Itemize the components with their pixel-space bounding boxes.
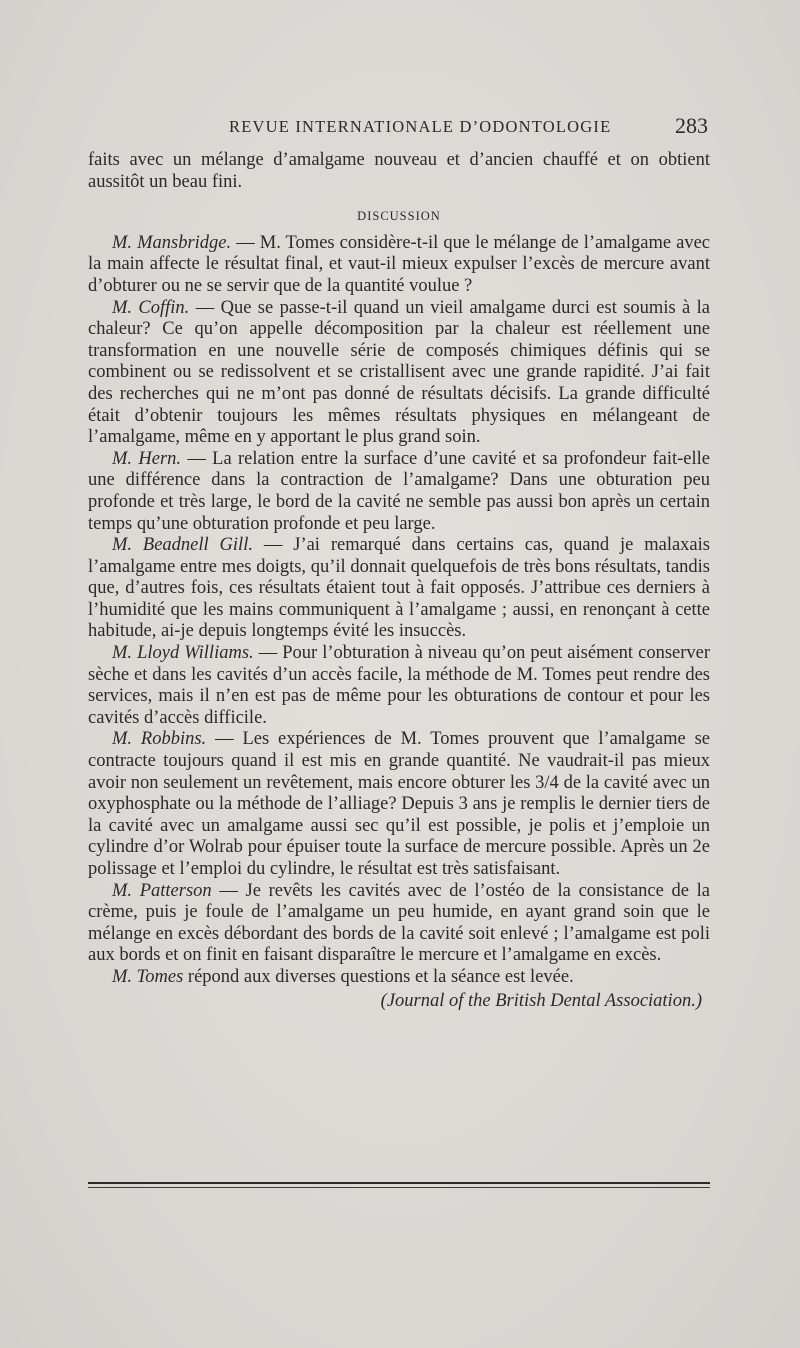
discussion-paragraph	[88, 967, 710, 989]
paragraph-text: — Les expériences de M. Tomes prouvent que l’amalgame se contracte toujours quand il est mis en grande quantité. Ne vaudrait-il pas mieux avoir non seulement un revêtement, mais encore obturer les 3/4 de la cavité avec un oxyphosphate ou la méthode de l’alliage? Depuis 3 ans je remplis le dernier tiers de la cavité avec un amalgame aussi sec qu’il est possible, je polis et j’emploie un cylindre d’or Wolrab pour épuiser toute la surface de mercure possible. Après un 2e polissage et l’emploi du cylindre, le résultat est très satisfaisant.	[88, 729, 710, 879]
speaker-name: M. Robbins.	[112, 729, 207, 750]
page-header	[0, 113, 800, 141]
page-number: 283	[675, 113, 708, 138]
paragraph-text: répond aux diverses questions et la séance est levée.	[183, 966, 574, 987]
end-rule-thin	[88, 1187, 710, 1188]
end-rule-thick	[88, 1182, 710, 1184]
speaker-name: M. Patterson	[112, 880, 212, 901]
discussion-paragraph	[88, 729, 710, 880]
discussion-paragraph	[88, 643, 710, 729]
speaker-name: M. Lloyd Williams.	[112, 643, 254, 664]
speaker-name: M. Coffin.	[112, 297, 190, 318]
paragraph-text: — Je revêts les cavités avec de l’ostéo de la consistance de la crème, puis je foule de l’amalgame un peu humide, en ayant grand soin que le mélange en excès débordant des bords de la cavité soit enlevé ; l’amalgame est poli aux bords et on finit en faisant disparaître le mercure et l’amalgame en excès.	[88, 880, 710, 966]
intro-paragraph: faits avec un mélange d’amalgame nouveau et d’ancien chauffé et on obtient aussitôt un beau fini.	[88, 150, 710, 192]
paragraph-text: — M. Tomes considère-t-il que le mélange de l’amalgame avec la main affecte le résultat final, et vaut-il mieux expulser l’excès de mercure avant d’obturer ou ne se servir que de la quantité voulue ?	[88, 232, 711, 296]
discussion-paragraph	[88, 298, 710, 449]
discussion-paragraph	[88, 881, 710, 967]
speaker-name: M. Beadnell Gill.	[112, 535, 253, 556]
running-title: REVUE INTERNATIONALE D’ODONTOLOGIE	[229, 117, 612, 136]
source-citation: (Journal of the British Dental Association.)	[380, 990, 702, 1011]
discussion-paragraph	[88, 535, 710, 643]
discussion-paragraph	[88, 233, 710, 298]
speaker-name: M. Hern.	[112, 448, 182, 469]
article-body	[88, 150, 710, 1012]
paragraph-text: — Que se passe-t-il quand un vieil amalgame durci est soumis à la chaleur? Ce qu’on appelle décomposition par la chaleur est réellement une transformation en une nouvelle série de composés chimiques définis qui se combinent ou se redissolvent et se cristallisent avec une grande rapidité. J’ai fait des recherches qui ne m’ont pas donné de résultats décisifs. La grande difficulté était d’obtenir toujours les mêmes résultats physiques en mélangeant de l’amalgame, même en y apportant le plus grand soin.	[88, 297, 710, 448]
speaker-name: M. Tomes	[112, 966, 184, 987]
paragraph-text: — La relation entre la surface d’une cavité et sa profondeur fait-elle une différence dans la contraction de l’amalgame? Dans une obturation peu profonde et très large, le bord de la cavité ne semble pas aussi bon après un certain temps qu’une obturation profonde et peu large.	[88, 448, 710, 534]
paragraph-text: — Pour l’obturation à niveau qu’on peut aisément conserver sèche et dans les cavités d’un accès facile, la méthode de M. Tomes peut rendre des services, mais il n’en est pas de même pour les obturations de contour et pour les cavités d’accès difficile.	[88, 643, 711, 728]
section-heading: DISCUSSION	[357, 209, 441, 224]
speaker-name: M. Mansbridge.	[112, 232, 232, 253]
discussion-paragraph	[88, 449, 710, 535]
paragraph-text: — J’ai remarqué dans certains cas, quand je malaxais l’amalgame entre mes doigts, qu’il donnait quelquefois de très bons résultats, tandis que, d’autres fois, ces résultats étaient tout à fait opposés. J’attribue ces derniers à l’humidité que les mains communiquent à l’amalgame ; aussi, en renonçant à cette habitude, ai-je depuis longtemps évité les insuccès.	[88, 535, 710, 642]
